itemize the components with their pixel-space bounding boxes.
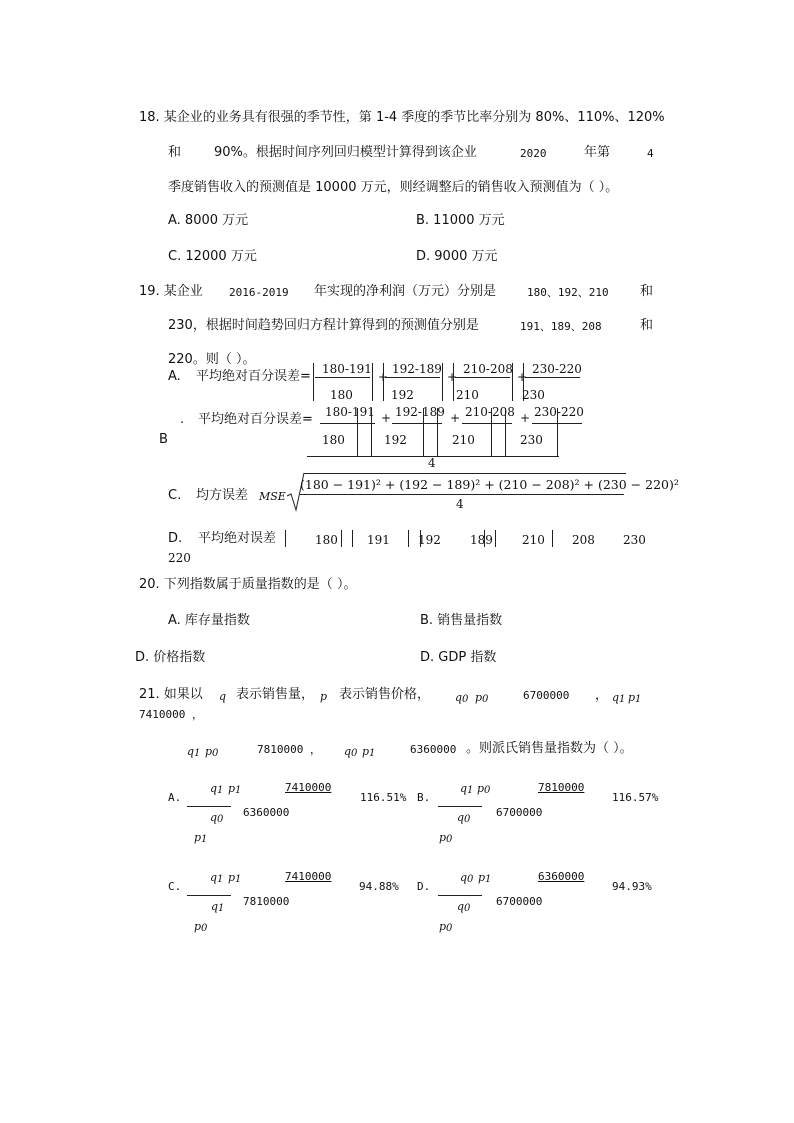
q21-c-top-q: q	[210, 871, 218, 884]
q19-b-den3: 210	[452, 433, 475, 447]
q19-line1-c: 年实现的净利润（万元）分别是	[314, 284, 497, 299]
q21-d-top-value: 6360000	[538, 870, 585, 883]
q19-b-abs-bar	[557, 408, 558, 456]
q19-b-num3: 210-208	[465, 405, 515, 419]
q19-c-text: 均方误差	[196, 488, 249, 503]
q21-value-q0p0: 6700000	[523, 689, 570, 702]
q19-d-abs-bar	[352, 530, 353, 547]
q19-d-abs-bar	[408, 530, 409, 547]
q21-b-bot-q: q	[457, 811, 465, 824]
q21-b-top-q: q	[460, 782, 468, 795]
q19-a-fraction-bar-3	[455, 377, 510, 378]
q19-d-abs-bar	[484, 530, 485, 547]
q19-line2-c: 和	[640, 318, 654, 333]
q19-a-num1: 180-191	[322, 362, 372, 376]
q21-sub: 1	[485, 874, 492, 885]
q19-d-abs-bar	[285, 530, 286, 547]
q21-sub: 0	[464, 814, 471, 825]
q19-d-v1: 180	[315, 533, 338, 547]
q18-line2-d: 年第	[584, 145, 611, 160]
q19-a-abs-bar	[453, 363, 454, 401]
q19-a-num2: 192-189	[392, 362, 442, 376]
q19-b-abs-bar	[505, 408, 506, 456]
q18-option-b: B. 11000 万元	[416, 213, 505, 228]
q18-option-d: D. 9000 万元	[416, 249, 498, 264]
q21-c-bot-q: q	[211, 900, 219, 913]
q21-a-bot-value: 6360000	[243, 806, 290, 819]
q21-sub: 1	[217, 785, 224, 796]
q19-line1-e: 和	[640, 284, 654, 299]
q20-stem: 20. 下列指数属于质量指数的是（ ）。	[139, 577, 357, 592]
q19-b-num4: 230-220	[534, 405, 584, 419]
q19-a-abs-bar	[313, 363, 314, 401]
q19-d-abs-bar	[341, 530, 342, 547]
q19-b-dot: .	[180, 412, 185, 427]
q21-line2-end: 。则派氏销售量指数为（ ）。	[466, 741, 633, 756]
q21-value-q0p1: 6360000	[410, 743, 457, 756]
q20-option-c: D. 价格指数	[135, 650, 206, 665]
q19-b-den-main: 4	[428, 456, 436, 470]
q21-d-result: 94.93%	[612, 880, 652, 893]
q19-b-num1: 180-191	[325, 405, 375, 419]
q19-a-fraction-bar-4	[525, 377, 580, 378]
q19-a-den2: 192	[391, 388, 414, 402]
q19-d-text: 平均绝对误差	[198, 531, 277, 546]
q19-d-v5: 210	[522, 533, 545, 547]
q20-option-a: A. 库存量指数	[168, 613, 250, 628]
q19-a-abs-bar	[372, 363, 373, 401]
q21-sub: 1	[369, 748, 376, 759]
q21-d-bot-p: p	[439, 920, 447, 933]
q19-d-abs-bar	[552, 530, 553, 547]
q21-c-bot-p: p	[194, 920, 202, 933]
q21-option-c-label: C.	[168, 880, 182, 893]
q21-b-fraction-bar	[438, 806, 482, 807]
q21-sub: 1	[235, 874, 242, 885]
q19-b-abs-bar	[423, 408, 424, 456]
q19-line2-a: 230，根据时间趋势回归方程计算得到的预测值分别是	[168, 318, 479, 333]
q21-b-result: 116.57%	[612, 791, 659, 804]
q21-q1p1-p: p	[628, 691, 636, 704]
q19-line1-years: 2016-2019	[229, 286, 289, 299]
q21-q0p1-q: q	[344, 745, 352, 758]
q21-q0p0-p: p	[475, 691, 483, 704]
q21-a-top-q: q	[210, 782, 218, 795]
q19-a-num3: 210-208	[463, 362, 513, 376]
q21-a-bot-p: p	[194, 831, 202, 844]
q19-d-v7: 230	[623, 533, 646, 547]
q19-a-abs-bar	[512, 363, 513, 401]
q19-b-plus1: +	[381, 411, 392, 425]
q18-line2-year: 2020	[520, 147, 547, 160]
q21-sub: 0	[351, 748, 358, 759]
q19-a-label: A.	[168, 369, 181, 384]
q19-d-abs-bar	[495, 530, 496, 547]
q21-sub: 0	[201, 923, 208, 934]
q19-b-fraction-bar-2	[392, 423, 442, 424]
q21-sub: 1	[467, 785, 474, 796]
q21-a-top-p: p	[228, 782, 236, 795]
q21-b-top-p: p	[477, 782, 485, 795]
q19-b-den1: 180	[322, 433, 345, 447]
q19-line1-a: 19. 某企业	[139, 284, 203, 299]
q21-line1-a: 21. 如果以	[139, 687, 203, 702]
q18-line2-e: 4	[647, 147, 654, 160]
q21-sub: 0	[446, 834, 453, 845]
q21-sub: 1	[635, 694, 642, 705]
q18-option-c: C. 12000 万元	[168, 249, 257, 264]
q21-line1-c: 表示销售价格，	[339, 687, 431, 702]
q21-symbol-p: p	[320, 690, 328, 703]
q21-sub: 0	[462, 694, 469, 705]
q19-b-den2: 192	[384, 433, 407, 447]
q21-d-bot-value: 6700000	[496, 895, 543, 908]
q21-sub: 0	[484, 785, 491, 796]
q21-line1-b: 表示销售量，	[236, 687, 315, 702]
q19-b-plus2: +	[450, 411, 461, 425]
q21-d-top-q: q	[460, 871, 468, 884]
q21-c-top-p: p	[228, 871, 236, 884]
q19-a-num4: 230-220	[532, 362, 582, 376]
q19-d-v8: 220	[168, 551, 191, 565]
q19-c-label: C.	[168, 488, 182, 503]
q19-line1-values: 180、192、210	[527, 286, 609, 299]
q21-sub: 1	[217, 874, 224, 885]
q21-c-result: 94.88%	[359, 880, 399, 893]
q21-value-q1p0: 7810000 ，	[257, 743, 321, 756]
q18-line2-b: 90%。根据时间序列回归模型计算得到该企业	[214, 145, 477, 160]
q21-sub: 0	[446, 923, 453, 934]
q21-sub: 1	[194, 748, 201, 759]
q21-sub: 0	[464, 903, 471, 914]
q21-sub: 0	[482, 694, 489, 705]
q19-a-text: 平均绝对百分误差=	[196, 369, 311, 384]
q19-b-text: 平均绝对百分误差=	[198, 412, 313, 427]
q21-q1p0-q: q	[187, 745, 195, 758]
q19-a-plus2: +	[447, 370, 458, 384]
q19-a-plus1: +	[378, 370, 389, 384]
q19-d-v6: 208	[572, 533, 595, 547]
q21-option-b-label: B.	[417, 791, 431, 804]
q21-sub: 0	[212, 748, 219, 759]
q19-c-denominator: 4	[456, 497, 464, 511]
q20-option-b: B. 销售量指数	[420, 613, 503, 628]
q19-b-abs-bar	[437, 408, 438, 456]
q19-b-abs-bar	[491, 408, 492, 456]
q19-c-fraction-bar	[300, 494, 624, 495]
q19-b-abs-bar	[371, 408, 372, 456]
q21-sub: 1	[218, 903, 225, 914]
q19-d-v2: 191	[367, 533, 390, 547]
q21-b-top-value: 7810000	[538, 781, 585, 794]
q21-q1p0-p: p	[205, 745, 213, 758]
q19-b-abs-bar	[357, 408, 358, 456]
q19-a-abs-bar	[383, 363, 384, 401]
q19-b-num2: 192-189	[395, 405, 445, 419]
q18-option-a: A. 8000 万元	[168, 213, 249, 228]
q19-d-label: D.	[168, 531, 183, 546]
q19-c-mse: MSE	[259, 490, 286, 503]
q21-sub: 1	[619, 694, 626, 705]
q21-b-bot-p: p	[439, 831, 447, 844]
q19-b-fraction-bar-1	[320, 423, 375, 424]
q18-line1: 18. 某企业的业务具有很强的季节性，第 1-4 季度的季节比率分别为 80%、110%、120%	[139, 110, 665, 125]
q19-c-numerator: (180 − 191)² + (192 − 189)² + (210 − 208)² + (230 − 220)²	[300, 477, 679, 492]
q21-sub: 0	[467, 874, 474, 885]
q19-b-label: B	[159, 432, 168, 447]
q19-line2-values: 191、189、208	[520, 320, 602, 333]
q19-a-fraction-bar-2	[385, 377, 440, 378]
q21-d-fraction-bar	[438, 895, 482, 896]
q21-a-result: 116.51%	[360, 791, 407, 804]
q21-a-bot-q: q	[210, 811, 218, 824]
q21-symbol-q: q	[219, 690, 227, 703]
q19-a-den1: 180	[330, 388, 353, 402]
q19-d-v4: 189	[470, 533, 493, 547]
q21-sub: 1	[235, 785, 242, 796]
q19-a-fraction-bar-1	[315, 377, 370, 378]
q21-q0p1-p: p	[362, 745, 370, 758]
q21-b-bot-value: 6700000	[496, 806, 543, 819]
q19-b-plus3: +	[520, 411, 531, 425]
q21-option-a-label: A.	[168, 791, 182, 804]
q21-option-d-label: D.	[417, 880, 431, 893]
q20-option-d: D. GDP 指数	[420, 650, 497, 665]
q21-d-bot-q: q	[457, 900, 465, 913]
q21-c-top-value: 7410000	[285, 870, 332, 883]
q21-value-q1p1: 7410000 ，	[139, 708, 203, 721]
q19-a-den4: 230	[522, 388, 545, 402]
q21-q0p0-q: q	[455, 691, 463, 704]
q21-sub: 0	[217, 814, 224, 825]
q19-line3: 220。则（ ）。	[168, 352, 256, 367]
q18-line3: 季度销售收入的预测值是 10000 万元，则经调整后的销售收入预测值为（ ）。	[168, 180, 619, 195]
q19-a-plus3: +	[517, 370, 528, 384]
q21-a-top-value: 7410000	[285, 781, 332, 794]
q19-a-abs-bar	[442, 363, 443, 401]
q21-d-top-p: p	[478, 871, 486, 884]
q18-line2-a: 和	[168, 145, 182, 160]
q21-c-bot-value: 7810000	[243, 895, 290, 908]
q19-b-den4: 230	[520, 433, 543, 447]
q19-d-v3: 192	[418, 533, 441, 547]
q21-sub: 1	[201, 834, 208, 845]
q19-c-sqrt-overline	[304, 473, 626, 474]
q21-comma: ，	[595, 688, 609, 703]
q21-a-fraction-bar	[187, 806, 231, 807]
q19-a-den3: 210	[456, 388, 479, 402]
q21-c-fraction-bar	[187, 895, 231, 896]
q21-q1p1-q: q	[612, 691, 620, 704]
